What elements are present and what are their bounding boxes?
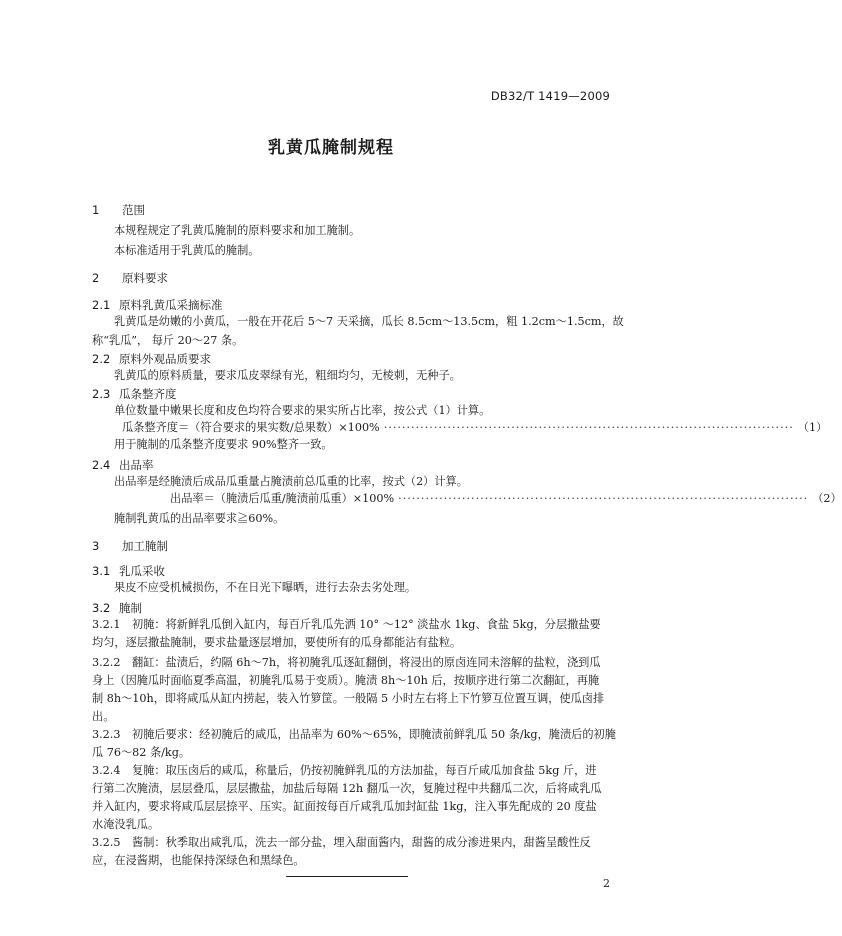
subsection-title: 瓜条整齐度 bbox=[119, 387, 177, 401]
paragraph-line: 单位数量中嫩果长度和皮色均符合要求的果实所占比率，按公式（1）计算。 bbox=[114, 404, 491, 417]
paragraph-line: 乳黄瓜的原料质量，要求瓜皮翠绿有光，粗细均匀，无棱刺，无种子。 bbox=[114, 369, 461, 382]
section-title: 加工腌制 bbox=[122, 539, 168, 553]
page-title: 乳黄瓜腌制规程 bbox=[268, 138, 394, 158]
section-heading-1 bbox=[92, 203, 624, 217]
clause-3-2-5 bbox=[92, 836, 624, 850]
paragraph-line: 出品率是经腌渍后成品瓜重量占腌渍前总瓜重的比率，按式（2）计算。 bbox=[114, 475, 468, 488]
section-heading-2 bbox=[92, 271, 624, 285]
paragraph-line: 应，在浸酱期，也能保持深绿色和黑绿色。 bbox=[92, 854, 305, 867]
subsection-heading-2-3 bbox=[92, 387, 624, 401]
subsection-title: 原料乳黄瓜采摘标准 bbox=[119, 298, 223, 312]
formula-2 bbox=[92, 492, 842, 506]
paragraph-line: 乳黄瓜是幼嫩的小黄瓜，一般在开花后 5～7 天采摘，瓜长 8.5cm～13.5cm，粗 1.2cm～1.5cm，故 bbox=[114, 315, 624, 328]
paragraph-line: 用于腌制的瓜条整齐度要求 90%整齐一致。 bbox=[114, 438, 333, 451]
clause-3-2-2 bbox=[92, 656, 624, 670]
subsection-title: 腌制 bbox=[119, 601, 142, 615]
paragraph: 本规程规定了乳黄瓜腌制的原料要求和加工腌制。 bbox=[114, 224, 361, 237]
formula-1 bbox=[92, 421, 828, 435]
clause-3-2-4 bbox=[92, 764, 624, 778]
section-number: 1 bbox=[92, 203, 100, 217]
clause-3-2-1 bbox=[92, 618, 624, 632]
paragraph-line: 瓜 76～82 条/kg。 bbox=[92, 746, 191, 759]
leader-dots: ·························································································· bbox=[383, 421, 794, 434]
clause-number: 3.2.1 bbox=[92, 618, 121, 631]
document-code: DB32/T 1419—2009 bbox=[490, 89, 610, 103]
subsection-number: 2.2 bbox=[92, 352, 111, 366]
paragraph-line: 并入缸内，要求将咸瓜层层捺平、压实。缸面按每百斤咸乳瓜加封缸盐 1kg，注入事先配成的 20 度盐 bbox=[92, 800, 597, 813]
subsection-number: 3.1 bbox=[92, 564, 111, 578]
section-heading-3 bbox=[92, 539, 624, 553]
section-title: 原料要求 bbox=[122, 271, 168, 285]
clause-text: 初腌：将新鲜乳瓜倒入缸内，每百斤乳瓜先洒 10° ～12° 淡盐水 1kg、食盐 5kg，分层撒盐要 bbox=[132, 618, 601, 631]
subsection-title: 乳瓜采收 bbox=[119, 564, 165, 578]
footer-rule bbox=[286, 876, 408, 877]
paragraph-line: 行第二次腌渍，层层叠瓜，层层撒盐，加盐后每隔 12h 翻瓜一次，复腌过程中共翻瓜二次，后将咸乳瓜 bbox=[92, 782, 602, 795]
page-number: 2 bbox=[603, 877, 610, 890]
paragraph-line: 称“乳瓜”， 每斤 20～27 条。 bbox=[92, 334, 244, 347]
clause-number: 3.2.5 bbox=[92, 836, 121, 849]
clause-number: 3.2.2 bbox=[92, 656, 121, 669]
subsection-title: 原料外观品质要求 bbox=[119, 352, 211, 366]
subsection-heading-2-1 bbox=[92, 298, 624, 312]
paragraph-line: 身上（因腌瓜时面临夏季高温，初腌乳瓜易于变质）。腌渍 8h～10h 后，按顺序进行第二次翻缸，再腌 bbox=[92, 674, 600, 687]
leader-dots: ·························································································· bbox=[398, 492, 809, 505]
subsection-heading-3-1 bbox=[92, 564, 624, 578]
paragraph-line: 制 8h～10h，即将咸瓜从缸内捞起，装入竹箩筐。一般隔 5 小时左右将上下竹箩互位置互调，使瓜卤排 bbox=[92, 692, 605, 705]
subsection-number: 3.2 bbox=[92, 601, 111, 615]
paragraph-line: 果皮不应受机械损伤，不在日光下曝晒，进行去杂去劣处理。 bbox=[114, 581, 417, 594]
formula-text: 出品率＝（腌渍后瓜重/腌渍前瓜重）×100% bbox=[170, 492, 395, 505]
clause-text: 初腌后要求：经初腌后的咸瓜，出品率为 60%～65%，即腌渍前鲜乳瓜 50 条/kg，腌渍后的初腌 bbox=[132, 728, 616, 741]
subsection-title: 出品率 bbox=[119, 458, 154, 472]
clause-text: 翻缸：盐渍后，约隔 6h～7h，将初腌乳瓜逐缸翻倒，将浸出的原卤连同未溶解的盐粒，浇到瓜 bbox=[132, 656, 601, 669]
paragraph-line: 出。 bbox=[92, 710, 115, 723]
subsection-number: 2.4 bbox=[92, 458, 111, 472]
paragraph-line: 腌制乳黄瓜的出品率要求≧60%。 bbox=[114, 512, 285, 525]
section-number: 3 bbox=[92, 539, 100, 553]
subsection-heading-2-2 bbox=[92, 352, 624, 366]
paragraph-line: 均匀，逐层撒盐腌制，要求盐量逐层增加，要使所有的瓜身都能沾有盐粒。 bbox=[92, 636, 462, 649]
equation-number: （1） bbox=[797, 421, 828, 434]
clause-3-2-3 bbox=[92, 728, 624, 742]
formula-text: 瓜条整齐度＝（符合要求的果实数/总果数）×100% bbox=[122, 421, 380, 434]
equation-number: （2） bbox=[812, 492, 842, 505]
section-number: 2 bbox=[92, 271, 100, 285]
subsection-number: 2.1 bbox=[92, 298, 111, 312]
subsection-heading-2-4 bbox=[92, 458, 624, 472]
clause-number: 3.2.3 bbox=[92, 728, 121, 741]
section-title: 范围 bbox=[122, 203, 145, 217]
paragraph-line: 水淹没乳瓜。 bbox=[92, 818, 160, 831]
clause-text: 复腌：取压卤后的咸瓜，称量后，仍按初腌鲜乳瓜的方法加盐，每百斤咸瓜加食盐 5kg 斤，进 bbox=[132, 764, 597, 777]
subsection-number: 2.3 bbox=[92, 387, 111, 401]
clause-text: 酱制：秋季取出咸乳瓜，洗去一部分盐，埋入甜面酱内，甜酱的成分渗进果内，甜酱呈酸性反 bbox=[132, 836, 591, 849]
paragraph: 本标准适用于乳黄瓜的腌制。 bbox=[114, 244, 260, 257]
clause-number: 3.2.4 bbox=[92, 764, 121, 777]
subsection-heading-3-2 bbox=[92, 601, 624, 615]
